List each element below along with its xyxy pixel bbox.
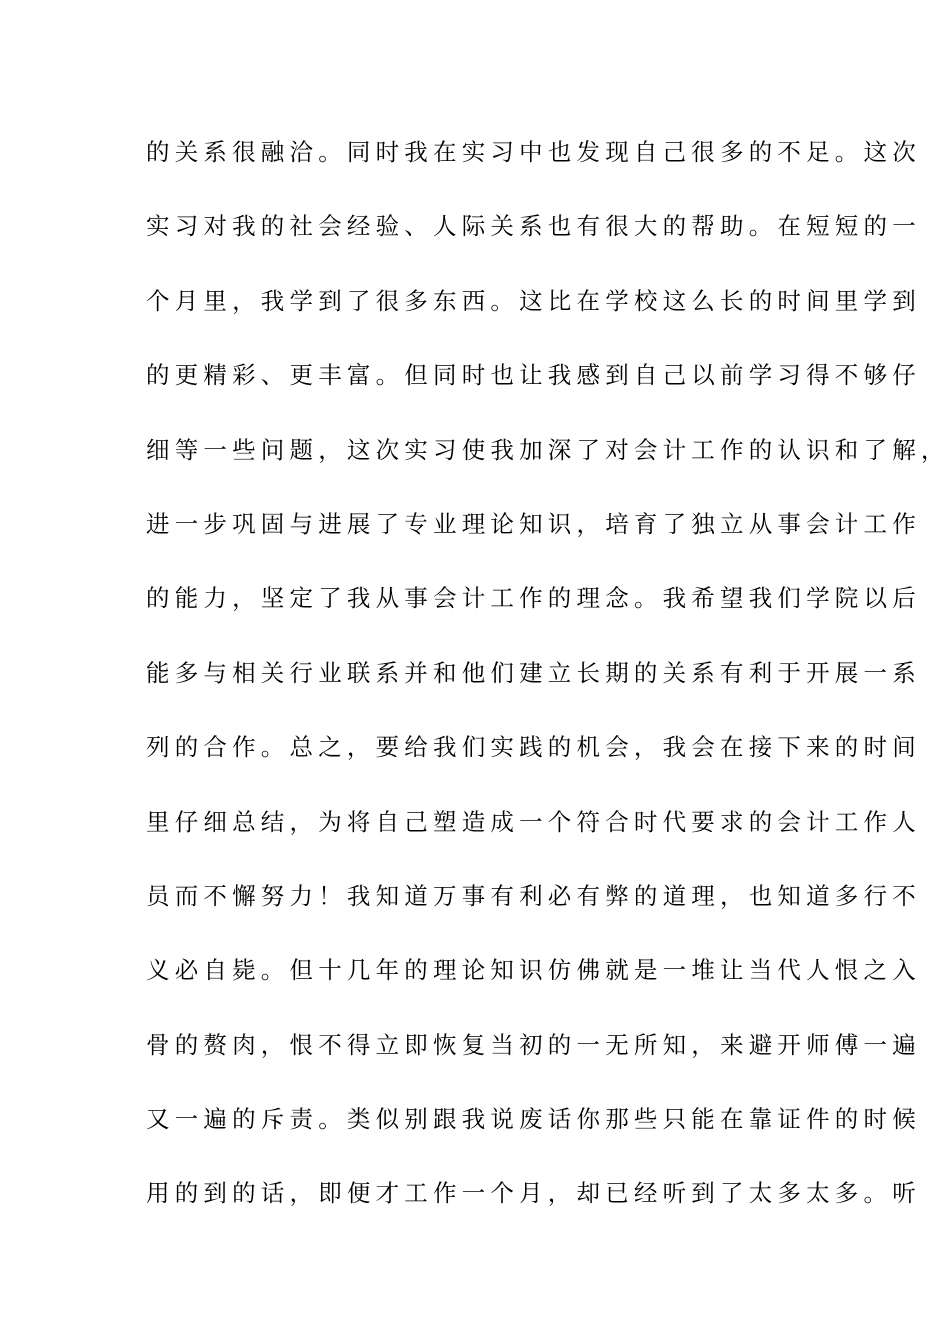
text-line-13: 骨的赘肉，恨不得立即恢复当初的一无所知，来避开师傅一遍 bbox=[146, 1030, 921, 1059]
text-line-6: 进一步巩固与进展了专业理论知识，培育了独立从事会计工作 bbox=[146, 509, 921, 538]
text-line-3: 个月里，我学到了很多东西。这比在学校这么长的时间里学到 bbox=[146, 286, 921, 315]
text-line-15: 用的到的话，即便才工作一个月，却已经听到了太多太多。听 bbox=[146, 1179, 921, 1208]
text-line-9: 列的合作。总之，要给我们实践的机会，我会在接下来的时间 bbox=[146, 733, 921, 762]
text-line-7: 的能力，坚定了我从事会计工作的理念。我希望我们学院以后 bbox=[146, 584, 921, 613]
text-line-11: 员而不懈努力！我知道万事有利必有弊的道理，也知道多行不 bbox=[146, 881, 921, 910]
text-line-12: 义必自毙。但十几年的理论知识仿佛就是一堆让当代人恨之入 bbox=[146, 956, 921, 985]
text-line-14: 又一遍的斥责。类似别跟我说废话你那些只能在靠证件的时候 bbox=[146, 1105, 921, 1134]
text-line-5: 细等一些问题，这次实习使我加深了对会计工作的认识和了解， bbox=[146, 435, 950, 464]
text-line-8: 能多与相关行业联系并和他们建立长期的关系有利于开展一系 bbox=[146, 658, 921, 687]
text-line-4: 的更精彩、更丰富。但同时也让我感到自己以前学习得不够仔 bbox=[146, 361, 921, 390]
text-line-10: 里仔细总结，为将自己塑造成一个符合时代要求的会计工作人 bbox=[146, 807, 921, 836]
text-line-2: 实习对我的社会经验、人际关系也有很大的帮助。在短短的一 bbox=[146, 212, 921, 241]
body-text bbox=[146, 127, 950, 1243]
text-line-1: 的关系很融洽。同时我在实习中也发现自己很多的不足。这次 bbox=[146, 138, 921, 166]
